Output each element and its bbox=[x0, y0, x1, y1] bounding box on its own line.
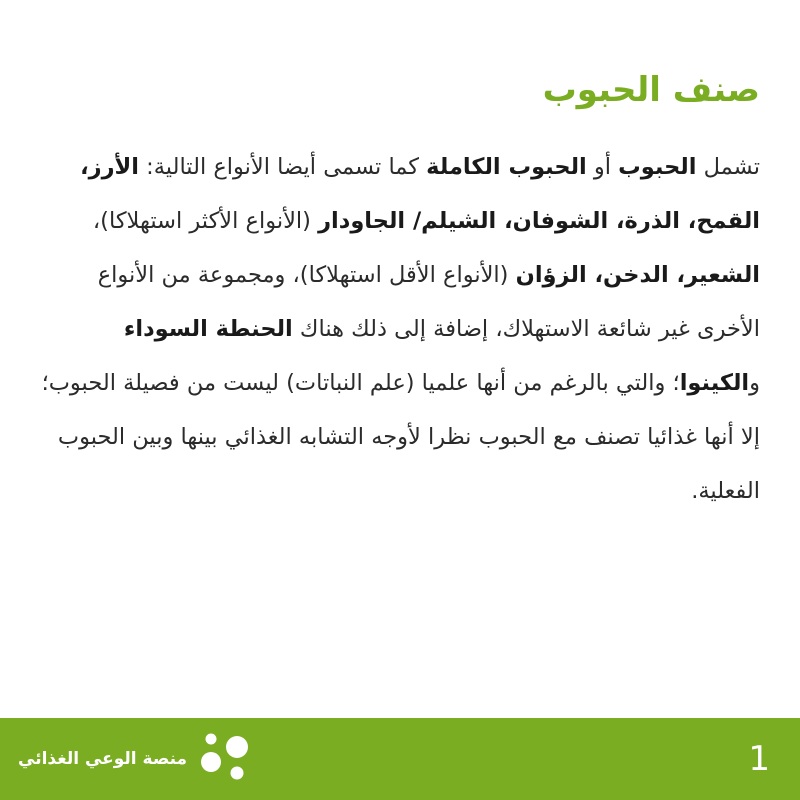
brand-name: منصة الوعي الغذائي bbox=[18, 749, 188, 769]
main-content bbox=[36, 62, 760, 518]
page-title: صنف الحبوب bbox=[542, 70, 760, 110]
paragraph-segment-bold: الكينوا bbox=[679, 370, 750, 396]
paragraph-segment: و bbox=[749, 370, 760, 396]
paragraph-segment: أو bbox=[586, 154, 619, 180]
paragraph-segment: ؛ والتي بالرغم من أنها علميا (علم النباتات) ليست من فصيلة الحبوب؛ إلا أنها غذائيا تصنف مع الحبوب نظرا لأوجه التشابه الغذائي بينها وبين الحبوب الفعلية. bbox=[41, 370, 760, 504]
paragraph-segment-bold: الحبوب bbox=[618, 154, 697, 180]
paragraph-segment-bold: الشعير، الدخن، الزؤان bbox=[515, 262, 760, 288]
brand[interactable] bbox=[18, 718, 259, 800]
paragraph-segment-bold: الحنطة السوداء bbox=[123, 316, 293, 342]
paragraph-segment: كما تسمى أيضا الأنواع التالية: bbox=[139, 154, 427, 180]
paragraph-segment-bold: الحبوب الكاملة bbox=[426, 154, 587, 180]
body-paragraph bbox=[36, 140, 760, 518]
paragraph-segment: (الأنواع الأقل استهلاكا)، ومجموعة من الأنواع الأخرى غير شائعة الاستهلاك، إضافة إلى ذلك هناك bbox=[97, 262, 760, 342]
page-number: 1 bbox=[748, 739, 770, 779]
footer-bar bbox=[0, 718, 800, 800]
paragraph-segment-bold: الأرز، القمح، الذرة، الشوفان، الشيلم/ الجاودار bbox=[80, 154, 760, 234]
paragraph-segment: تشمل bbox=[696, 154, 760, 180]
dots-logo-icon bbox=[199, 729, 259, 789]
paragraph-segment: (الأنواع الأكثر استهلاكا)، bbox=[92, 208, 319, 234]
